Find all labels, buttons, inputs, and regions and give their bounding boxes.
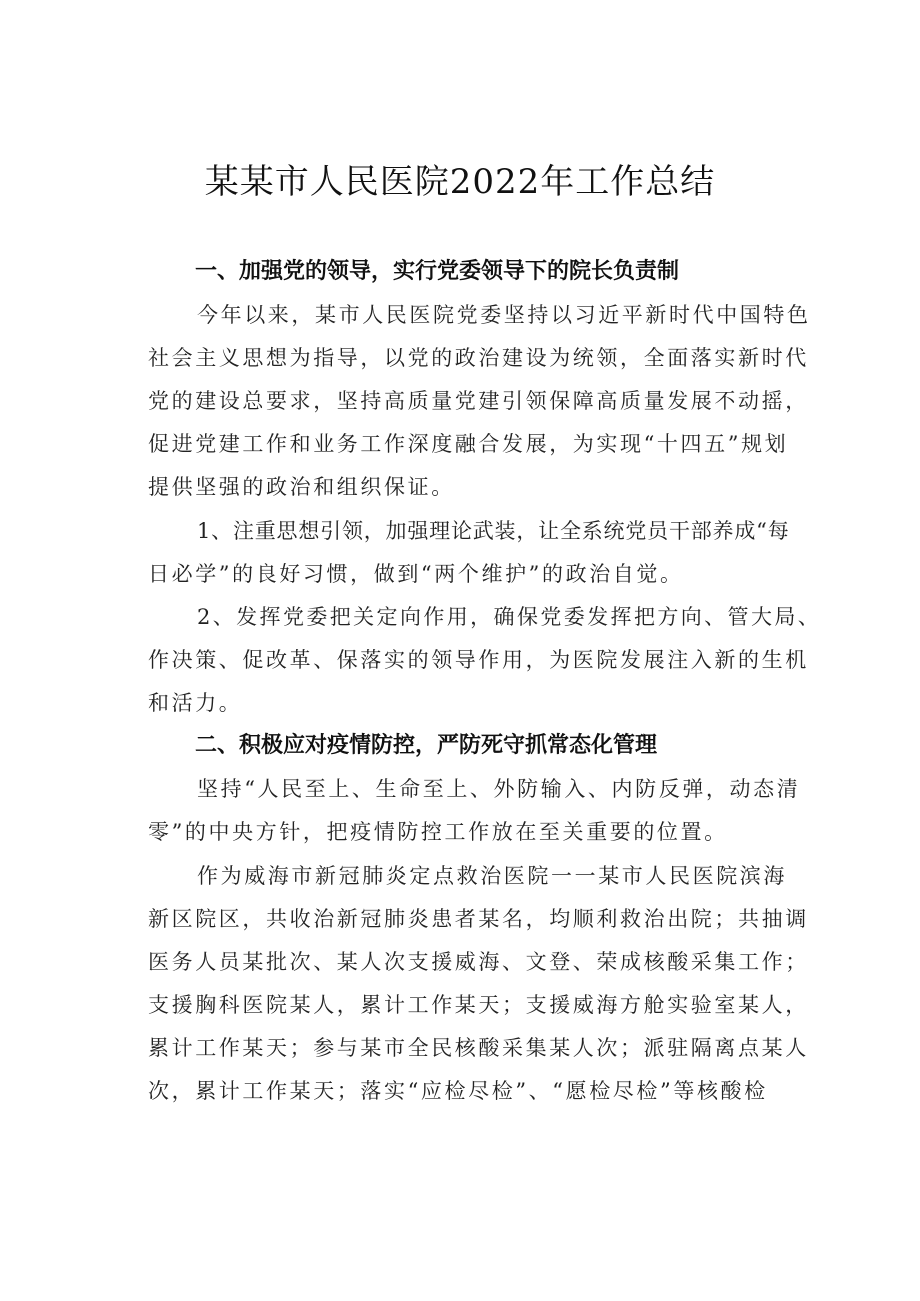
paragraph-line: 次，累计工作某天；落实“应检尽检”、“愿检尽检”等核酸检 [148, 1079, 768, 1103]
paragraph-line: 医务人员某批次、某人次支援威海、文登、荣成核酸采集工作； [148, 950, 809, 974]
paragraph-line: 作为威海市新冠肺炎定点救治医院一一某市人民医院滨海 [197, 864, 787, 888]
paragraph-line: 新区院区，共收治新冠肺炎患者某名，均顺利救治出院；共抽调 [148, 907, 809, 931]
paragraph-line: 1、注重思想引领，加强理论武装，让全系统党员干部养成“每 [197, 519, 790, 543]
paragraph-line: 今年以来，某市人民医院党委坚持以习近平新时代中国特色 [197, 303, 811, 327]
paragraph-line: 促进党建工作和业务工作深度融合发展，为实现“十四五”规划 [148, 432, 789, 456]
paragraph-line: 日必学”的良好习惯，做到“两个维护”的政治自觉。 [148, 562, 684, 586]
document-title: 某某市人民医院2022年工作总结 [204, 162, 716, 202]
section-heading-1: 一、加强党的领导，实行党委领导下的院长负责制 [195, 259, 680, 284]
paragraph-line: 2、发挥党委把关定向作用，确保党委发挥把方向、管大局、 [197, 605, 822, 629]
paragraph-line: 累计工作某天；参与某市全民核酸采集某人次；派驻隔离点某人 [148, 1036, 809, 1060]
section-heading-2: 二、积极应对疫情防控，严防死守抓常态化管理 [195, 733, 658, 758]
paragraph-line: 和活力。 [148, 691, 243, 715]
paragraph-line: 坚持“人民至上、生命至上、外防输入、内防反弹，动态清 [197, 777, 801, 801]
paragraph-line: 社会主义思想为指导，以党的政治建设为统领，全面落实新时代 [148, 346, 809, 370]
paragraph-line: 零”的中央方针，把疫情防控工作放在至关重要的位置。 [148, 820, 728, 844]
paragraph-line: 党的建设总要求，坚持高质量党建引领保障高质量发展不动摇， [148, 389, 809, 413]
paragraph-line: 支援胸科医院某人，累计工作某天；支援威海方舱实验室某人， [148, 993, 809, 1017]
paragraph-line: 作决策、促改革、保落实的领导作用，为医院发展注入新的生机 [148, 648, 809, 672]
paragraph-line: 提供坚强的政治和组织保证。 [148, 475, 455, 499]
